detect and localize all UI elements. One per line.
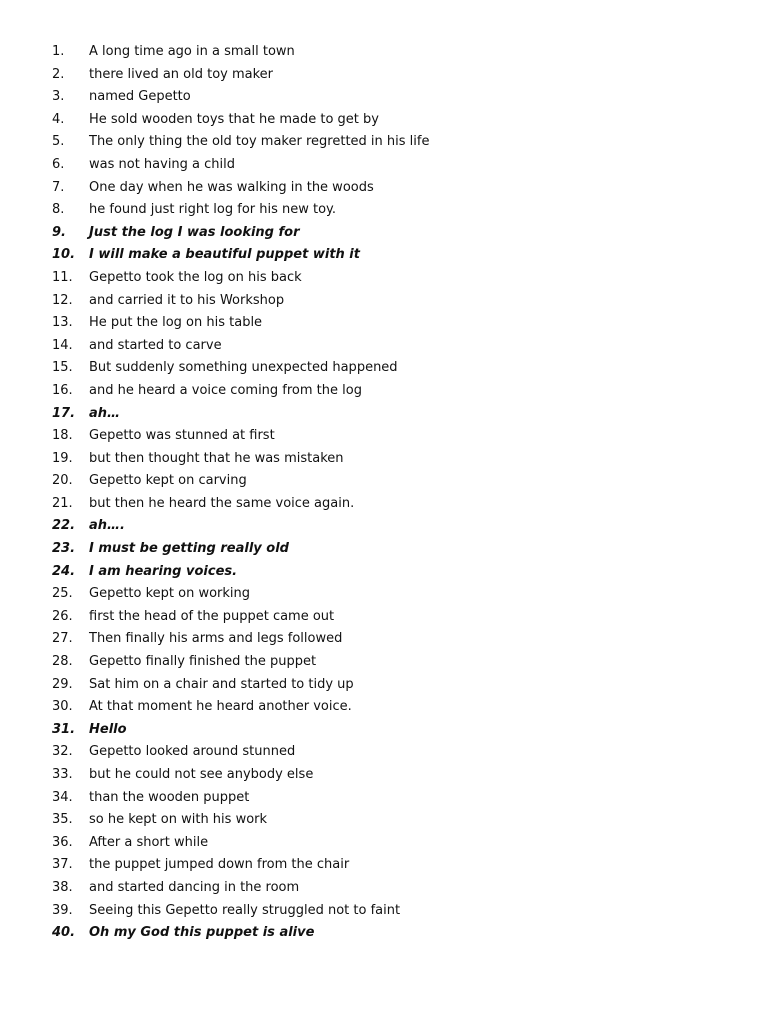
line-text: At that moment he heard another voice. xyxy=(89,699,352,715)
line-number: 18. xyxy=(52,428,73,444)
script-line xyxy=(52,561,742,584)
line-text: than the wooden puppet xyxy=(89,789,250,805)
line-text: Gepetto was stunned at first xyxy=(89,428,275,444)
line-text: After a short while xyxy=(89,834,209,850)
script-line xyxy=(52,606,742,629)
script-line xyxy=(52,154,742,177)
line-number: 17. xyxy=(52,405,76,421)
script-line xyxy=(52,380,742,403)
line-text-emphasized: ah… xyxy=(89,405,121,421)
line-number: 31. xyxy=(52,721,76,737)
script-line xyxy=(52,515,742,538)
line-text: Then finally his arms and legs followed xyxy=(89,631,343,647)
line-number: 13. xyxy=(52,315,73,331)
script-line xyxy=(52,244,742,267)
line-text: He sold wooden toys that he made to get by xyxy=(89,111,379,127)
line-number: 2. xyxy=(52,66,65,82)
line-number: 23. xyxy=(52,541,76,557)
line-text-emphasized: I will make a beautiful puppet with it xyxy=(89,247,360,263)
line-text: the puppet jumped down from the chair xyxy=(89,857,350,873)
line-number: 5. xyxy=(52,134,65,150)
line-text: One day when he was walking in the woods xyxy=(89,179,374,195)
script-line xyxy=(52,64,742,87)
line-text-emphasized: I must be getting really old xyxy=(89,541,289,557)
line-number: 15. xyxy=(52,360,73,376)
line-text-emphasized: Oh my God this puppet is alive xyxy=(89,925,315,941)
line-text: and he heard a voice coming from the log xyxy=(89,382,362,398)
script-line xyxy=(52,267,742,290)
script-line xyxy=(52,900,742,923)
script-line xyxy=(52,403,742,426)
script-line xyxy=(52,764,742,787)
line-number: 35. xyxy=(52,812,73,828)
script-line xyxy=(52,741,742,764)
line-text: but then thought that he was mistaken xyxy=(89,450,344,466)
line-text: was not having a child xyxy=(89,156,236,172)
script-line xyxy=(52,877,742,900)
script-line xyxy=(52,86,742,109)
line-number: 3. xyxy=(52,89,65,105)
line-number: 32. xyxy=(52,744,73,760)
numbered-script-lines xyxy=(52,41,742,945)
script-line xyxy=(52,832,742,855)
line-text: and started to carve xyxy=(89,337,222,353)
line-number: 36. xyxy=(52,834,73,850)
line-number: 30. xyxy=(52,699,73,715)
script-line xyxy=(52,177,742,200)
line-number: 37. xyxy=(52,857,73,873)
line-number: 21. xyxy=(52,495,73,511)
line-number: 11. xyxy=(52,269,73,285)
line-text: He put the log on his table xyxy=(89,315,263,331)
script-line xyxy=(52,628,742,651)
line-text: Gepetto finally finished the puppet xyxy=(89,654,317,670)
line-text: Seeing this Gepetto really struggled not to faint xyxy=(89,902,401,918)
script-line xyxy=(52,583,742,606)
line-number: 16. xyxy=(52,382,73,398)
script-line xyxy=(52,651,742,674)
line-text-emphasized: Just the log I was looking for xyxy=(89,224,300,240)
line-number: 4. xyxy=(52,111,65,127)
line-text: but then he heard the same voice again. xyxy=(89,495,355,511)
line-number: 26. xyxy=(52,608,73,624)
line-number: 20. xyxy=(52,473,73,489)
line-text-emphasized: I am hearing voices. xyxy=(89,563,238,579)
line-number: 10. xyxy=(52,247,76,263)
line-number: 19. xyxy=(52,450,73,466)
line-text: and carried it to his Workshop xyxy=(89,292,285,308)
line-text: Gepetto kept on working xyxy=(89,586,251,602)
script-line xyxy=(52,674,742,697)
line-text: Gepetto looked around stunned xyxy=(89,744,296,760)
line-number: 25. xyxy=(52,586,73,602)
script-line xyxy=(52,335,742,358)
script-line xyxy=(52,41,742,64)
line-number: 28. xyxy=(52,654,73,670)
line-text: and started dancing in the room xyxy=(89,879,300,895)
line-number: 9. xyxy=(52,224,66,240)
script-line xyxy=(52,448,742,471)
script-line xyxy=(52,787,742,810)
line-text: there lived an old toy maker xyxy=(89,66,274,82)
script-line xyxy=(52,809,742,832)
script-line xyxy=(52,199,742,222)
script-line xyxy=(52,425,742,448)
script-line xyxy=(52,290,742,313)
line-number: 7. xyxy=(52,179,65,195)
line-text: first the head of the puppet came out xyxy=(89,608,335,624)
line-text: so he kept on with his work xyxy=(89,812,268,828)
line-text: Sat him on a chair and started to tidy up xyxy=(89,676,354,692)
script-line xyxy=(52,312,742,335)
line-number: 27. xyxy=(52,631,73,647)
line-text: but he could not see anybody else xyxy=(89,767,314,782)
line-number: 1. xyxy=(52,44,65,59)
script-line xyxy=(52,109,742,132)
line-text: But suddenly something unexpected happened xyxy=(89,360,398,376)
script-line xyxy=(52,222,742,245)
script-line xyxy=(52,922,742,945)
script-line xyxy=(52,493,742,516)
script-line xyxy=(52,696,742,719)
script-line xyxy=(52,719,742,742)
script-line xyxy=(52,131,742,154)
script-line xyxy=(52,538,742,561)
script-line xyxy=(52,470,742,493)
line-number: 14. xyxy=(52,337,73,353)
script-line xyxy=(52,357,742,380)
line-text: Gepetto kept on carving xyxy=(89,473,247,489)
line-number: 8. xyxy=(52,202,65,218)
line-number: 34. xyxy=(52,789,73,805)
line-text: he found just right log for his new toy. xyxy=(89,202,337,218)
line-number: 22. xyxy=(52,518,76,534)
line-number: 12. xyxy=(52,292,73,308)
line-number: 40. xyxy=(52,925,76,941)
line-text: A long time ago in a small town xyxy=(89,44,295,59)
line-text: named Gepetto xyxy=(89,89,191,105)
line-number: 6. xyxy=(52,156,65,172)
script-line xyxy=(52,854,742,877)
line-number: 38. xyxy=(52,879,73,895)
line-text-emphasized: ah…. xyxy=(89,518,125,534)
line-number: 33. xyxy=(52,767,73,782)
line-number: 39. xyxy=(52,902,73,918)
line-text: The only thing the old toy maker regretted in his life xyxy=(89,134,430,150)
line-number: 29. xyxy=(52,676,73,692)
line-text: Gepetto took the log on his back xyxy=(89,269,302,285)
line-text-emphasized: Hello xyxy=(89,721,127,737)
line-number: 24. xyxy=(52,563,76,579)
